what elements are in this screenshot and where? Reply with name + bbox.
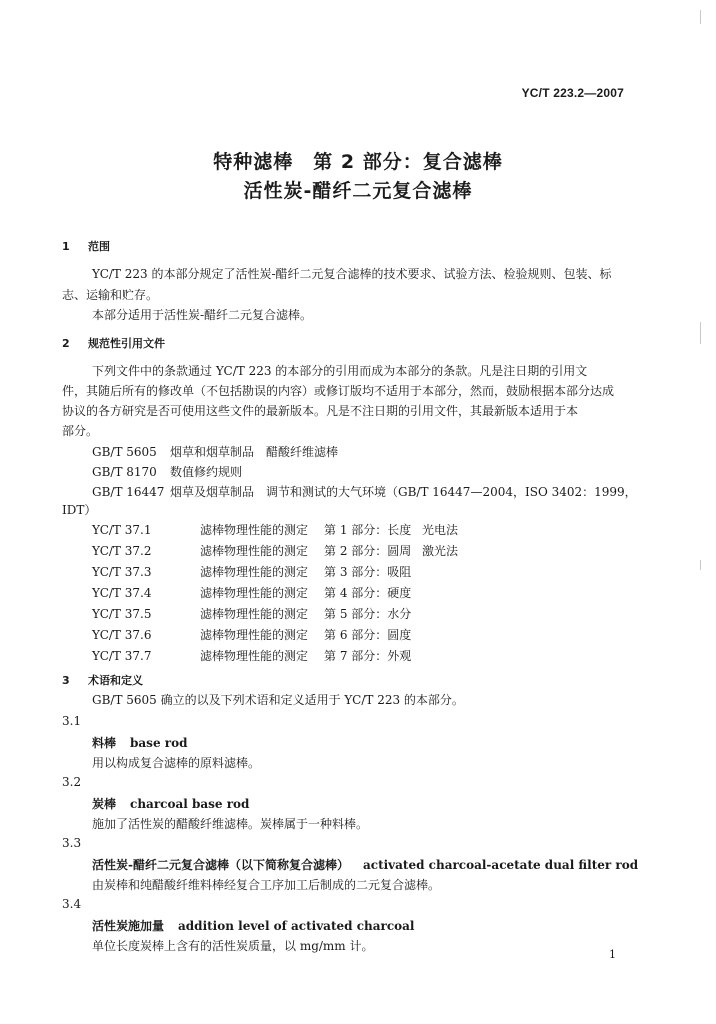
section-heading-scope xyxy=(62,238,110,254)
term-heading xyxy=(92,734,187,751)
reference-code: YC/T 37.6 xyxy=(92,628,152,642)
reference-part: 第 5 部分：水分 xyxy=(324,607,412,621)
reference-title: 滤棒物理性能的测定 xyxy=(200,649,309,663)
scan-mark xyxy=(700,560,701,570)
reference-item xyxy=(92,483,637,500)
reference-part: 第 3 部分：吸阻 xyxy=(324,565,412,579)
term-en: addition level of activated charcoal xyxy=(178,919,415,933)
normative-intro-line-1: 下列文件中的条款通过 YC/T 223 的本部分的引用而成为本部分的条款。凡是注日期的引用文 xyxy=(92,364,588,378)
reference-item xyxy=(92,584,422,601)
reference-title: 滤棒物理性能的测定 xyxy=(200,586,309,600)
scan-mark xyxy=(700,10,701,24)
section-number: 2 xyxy=(62,337,70,350)
reference-title: 烟草和烟草制品 醋酸纤维滤棒 xyxy=(170,445,339,459)
reference-title: 数值修约规则 xyxy=(170,465,243,479)
reference-code: YC/T 37.7 xyxy=(92,649,152,663)
term-number: 3.4 xyxy=(62,897,82,911)
normative-intro-line-3: 协议的各方研究是否可使用这些文件的最新版本。凡是不注日期的引用文件，其最新版本适用于本 xyxy=(62,404,579,418)
term-definition: 施加了活性炭的醋酸纤维滤棒。炭棒属于一种料棒。 xyxy=(92,817,369,831)
term-en: charcoal base rod xyxy=(130,797,250,811)
section-title: 术语和定义 xyxy=(88,674,143,687)
reference-item xyxy=(92,647,422,664)
term-zh: 料棒 xyxy=(92,736,117,750)
reference-part: 第 1 部分：长度 xyxy=(324,523,412,537)
term-definition: 由炭棒和纯醋酸纤维料棒经复合工序加工后制成的二元复合滤棒。 xyxy=(92,878,441,892)
reference-code: YC/T 37.2 xyxy=(92,544,152,558)
section-number: 1 xyxy=(62,240,70,253)
reference-title: 滤棒物理性能的测定 xyxy=(200,523,309,537)
term-heading xyxy=(92,795,249,812)
reference-title: 滤棒物理性能的测定 xyxy=(200,628,309,642)
term-heading xyxy=(92,856,638,873)
reference-part: 第 7 部分：外观 xyxy=(324,649,412,663)
section-number: 3 xyxy=(62,674,70,687)
page-number: 1 xyxy=(609,948,616,961)
reference-part: 第 6 部分：圆度 xyxy=(324,628,412,642)
reference-code: YC/T 37.4 xyxy=(92,586,152,600)
term-number: 3.1 xyxy=(62,714,82,728)
reference-title: 烟草及烟草制品 调节和测试的大气环境（GB/T 16447—2004，ISO 3402：1999， xyxy=(170,485,637,499)
term-en: activated charcoal-acetate dual filter rod xyxy=(362,858,639,872)
reference-code: YC/T 37.5 xyxy=(92,607,152,621)
normative-intro-line-2: 件，其随后所有的修改单（不包括勘误的内容）或修订版均不适用于本部分，然而，鼓励根据本部分达成 xyxy=(62,384,615,398)
term-zh: 活性炭施加量 xyxy=(92,919,165,933)
reference-item xyxy=(92,542,458,559)
reference-item xyxy=(92,521,458,538)
reference-method: 光电法 xyxy=(422,523,459,537)
term-en: base rod xyxy=(130,736,188,750)
reference-item xyxy=(92,463,242,480)
scope-paragraph-2: 本部分适用于活性炭-醋纤二元复合滤棒。 xyxy=(92,308,313,322)
title-line-1: 特种滤棒 第 2 部分：复合滤棒 xyxy=(213,151,503,173)
normative-intro-line-4: 部分。 xyxy=(62,424,99,438)
term-zh: 炭棒 xyxy=(92,797,117,811)
reference-code: YC/T 37.1 xyxy=(92,523,152,537)
scope-paragraph-line-1: YC/T 223 的本部分规定了活性炭-醋纤二元复合滤棒的技术要求、试验方法、检验规则、包装、标 xyxy=(92,267,612,281)
section-title: 规范性引用文件 xyxy=(88,337,165,350)
term-heading xyxy=(92,917,414,934)
term-zh: 活性炭-醋纤二元复合滤棒（以下简称复合滤棒） xyxy=(92,858,349,872)
term-definition: 单位长度炭棒上含有的活性炭质量，以 mg/mm 计。 xyxy=(92,939,374,953)
reference-item xyxy=(92,626,422,643)
reference-part: 第 4 部分：硬度 xyxy=(324,586,412,600)
reference-item xyxy=(92,563,422,580)
reference-part: 第 2 部分：圆周 xyxy=(324,544,412,558)
reference-code: GB/T 8170 xyxy=(92,465,157,479)
title-line-2: 活性炭-醋纤二元复合滤棒 xyxy=(243,180,473,202)
reference-method: 激光法 xyxy=(422,544,459,558)
section-title: 范围 xyxy=(88,240,110,253)
terms-intro: GB/T 5605 确立的以及下列术语和定义适用于 YC/T 223 的本部分。 xyxy=(92,693,464,707)
reference-code: GB/T 16447 xyxy=(92,485,165,499)
reference-code: GB/T 5605 xyxy=(92,445,157,459)
reference-title: 滤棒物理性能的测定 xyxy=(200,565,309,579)
term-definition: 用以构成复合滤棒的原料滤棒。 xyxy=(92,756,261,770)
reference-continuation: IDT） xyxy=(62,503,97,517)
section-heading-terms xyxy=(62,672,143,688)
reference-title: 滤棒物理性能的测定 xyxy=(200,544,309,558)
reference-code: YC/T 37.3 xyxy=(92,565,152,579)
reference-item xyxy=(92,605,422,622)
standard-code: YC/T 223.2—2007 xyxy=(521,86,624,100)
scope-paragraph-line-2: 志、运输和贮存。 xyxy=(62,288,159,302)
section-heading-normative xyxy=(62,335,165,351)
term-number: 3.3 xyxy=(62,836,82,850)
term-number: 3.2 xyxy=(62,775,82,789)
scan-mark xyxy=(700,322,701,344)
reference-item xyxy=(92,443,338,460)
reference-title: 滤棒物理性能的测定 xyxy=(200,607,309,621)
